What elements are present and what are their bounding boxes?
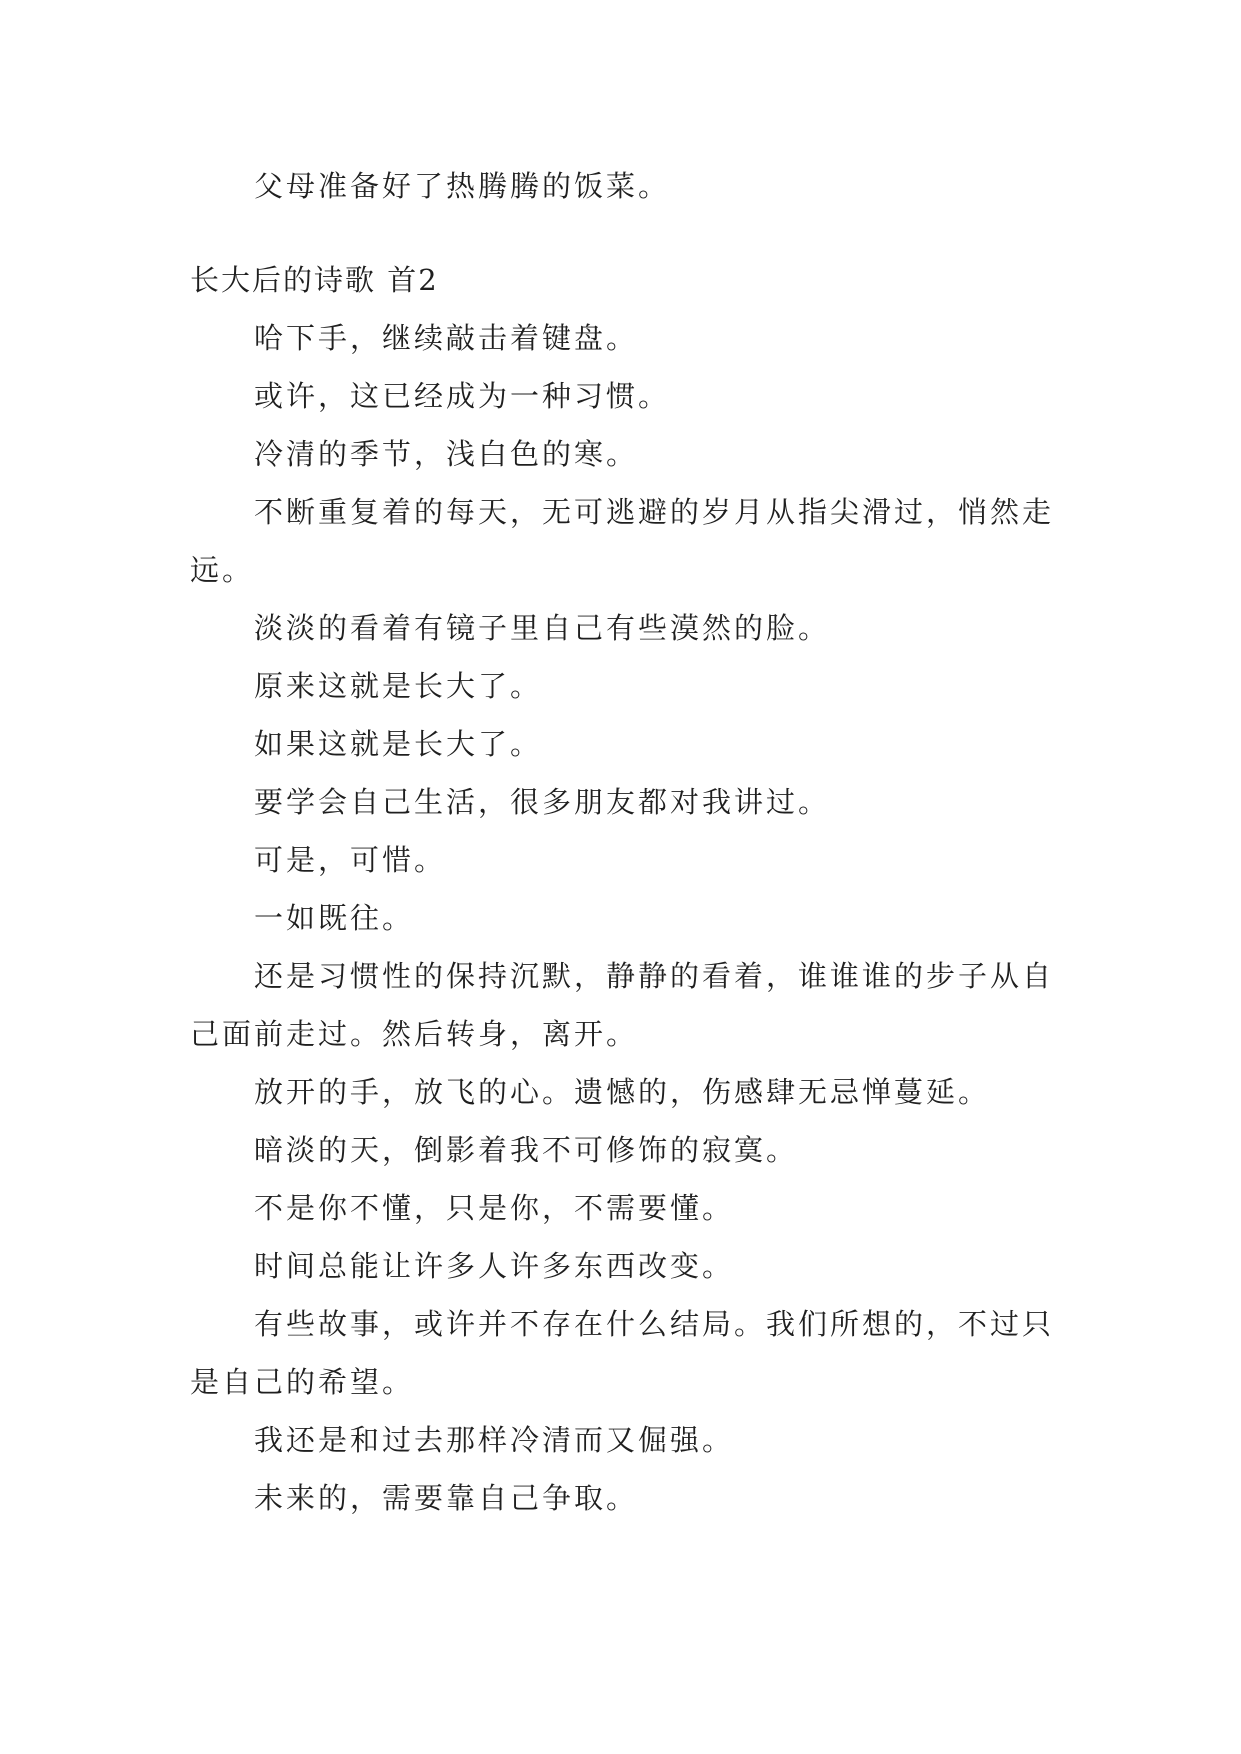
poem-paragraph: 不是你不懂，只是你，不需要懂。: [254, 1191, 735, 1225]
intro-paragraph: 父母准备好了热腾腾的饭菜。: [254, 169, 671, 203]
poem-paragraph: 暗淡的天，倒影着我不可修饰的寂寞。: [254, 1133, 799, 1167]
section-title: 长大后的诗歌 首2: [190, 263, 439, 297]
poem-paragraph: 要学会自己生活，很多朋友都对我讲过。: [254, 785, 831, 819]
poem-paragraph: 冷清的季节，浅白色的寒。: [254, 437, 639, 471]
poem-paragraph: 一如既往。: [254, 901, 415, 935]
poem-paragraph: 哈下手，继续敲击着键盘。: [254, 321, 639, 355]
poem-paragraph: 原来这就是长大了。: [254, 669, 543, 703]
poem-paragraph: 放开的手，放飞的心。遗憾的，伤感肆无忌惮蔓延。: [254, 1075, 991, 1109]
poem-paragraph: 我还是和过去那样冷清而又倔强。: [254, 1423, 735, 1457]
poem-paragraph: 不断重复着的每天，无可逃避的岁月从指尖滑过，悄然走远。: [190, 495, 1055, 587]
section-spacer: [190, 215, 1060, 251]
poem-paragraph: 如果这就是长大了。: [254, 727, 543, 761]
poem-paragraph: 有些故事，或许并不存在什么结局。我们所想的，不过只是自己的希望。: [190, 1307, 1055, 1399]
poem-paragraph: 淡淡的看着有镜子里自己有些漠然的脸。: [254, 611, 831, 645]
poem-paragraph: 时间总能让许多人许多东西改变。: [254, 1249, 735, 1283]
poem-paragraph: 还是习惯性的保持沉默，静静的看着，谁谁谁的步子从自己面前走过。然后转身，离开。: [190, 959, 1055, 1051]
poem-paragraph: 或许，这已经成为一种习惯。: [254, 379, 671, 413]
document-body: [190, 157, 1060, 1527]
poem-paragraph: 可是，可惜。: [254, 843, 447, 877]
poem-paragraph: 未来的，需要靠自己争取。: [254, 1481, 639, 1515]
